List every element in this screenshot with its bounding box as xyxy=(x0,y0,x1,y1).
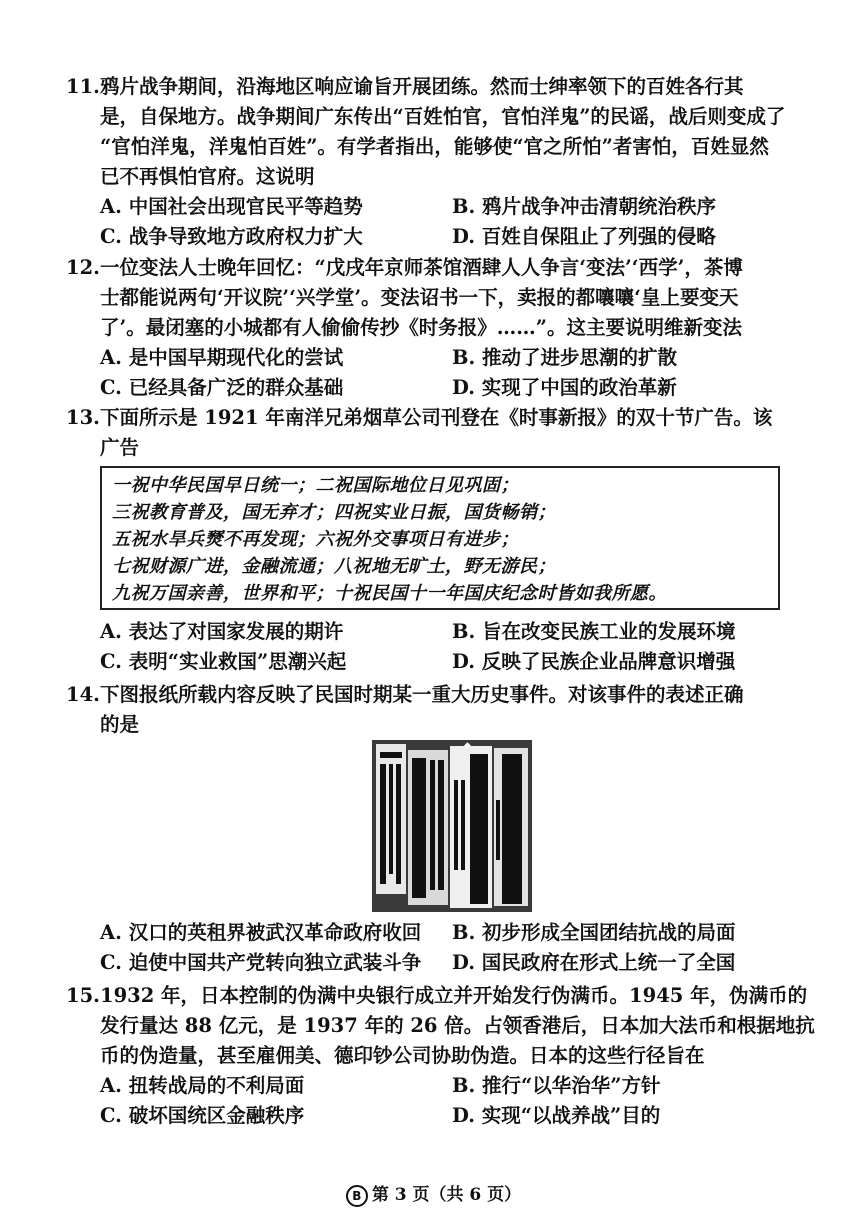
question-stem-line: 币的伪造量，甚至雇佣美、德印钞公司协助伪造。日本的这些行径旨在 xyxy=(100,1044,705,1067)
option-a: A. 汉口的英租界被武汉革命政府收回 xyxy=(100,921,422,944)
question-number: 12. xyxy=(66,256,100,279)
question-number: 15. xyxy=(66,984,100,1007)
ad-line: 九祝万国亲善，世界和平；十祝民国十一年国庆纪念时皆如我所愿。 xyxy=(112,583,667,604)
option-c: C. 已经具备广泛的群众基础 xyxy=(100,376,344,399)
question-stem-line: 的是 xyxy=(100,713,140,736)
option-a: A. 是中国早期现代化的尝试 xyxy=(100,346,344,369)
ad-line: 五祝水旱兵燹不再发现；六祝外交事项日有进步； xyxy=(112,529,519,550)
option-b: B. 初步形成全国团结抗战的局面 xyxy=(452,921,736,944)
question-number: 14. xyxy=(66,683,100,706)
question-number: 13. xyxy=(66,406,100,429)
question-stem-line: 一位变法人士晚年回忆：“戊戌年京师茶馆酒肆人人争言‘变法’‘西学’，茶博 xyxy=(100,256,743,279)
page-footer xyxy=(0,1180,867,1207)
question-stem-line: 下面所示是 1921 年南洋兄弟烟草公司刊登在《时事新报》的双十节广告。该 xyxy=(100,406,773,429)
option-a: A. 中国社会出现官民平等趋势 xyxy=(100,195,363,218)
question-stem-line: 了’。最闭塞的小城都有人偷偷传抄《时务报》……”。这主要说明维新变法 xyxy=(100,316,743,339)
question-stem-line: “官怕洋鬼，洋鬼怕百姓”。有学者指出，能够使“官之所怕”者害怕，百姓显然 xyxy=(100,135,769,158)
option-d: D. 实现了中国的政治革新 xyxy=(452,376,677,399)
svg-text:◆: ◆ xyxy=(464,741,471,751)
option-c: C. 战争导致地方政府权力扩大 xyxy=(100,225,363,248)
option-b: B. 旨在改变民族工业的发展环境 xyxy=(452,620,736,643)
ad-line: 三祝教育普及，国无弃才；四祝实业日振，国货畅销； xyxy=(112,502,556,523)
version-circle-b: B xyxy=(346,1185,368,1207)
option-c: C. 表明“实业救国”思潮兴起 xyxy=(100,650,347,673)
option-d: D. 百姓自保阻止了列强的侵略 xyxy=(452,225,716,248)
option-a: A. 表达了对国家发展的期许 xyxy=(100,620,344,643)
question-14-options xyxy=(100,918,790,978)
option-b: B. 鸦片战争冲击清朝统治秩序 xyxy=(452,195,717,218)
option-d: D. 反映了民族企业品牌意识增强 xyxy=(452,650,736,673)
option-c: C. 迫使中国共产党转向独立武装斗争 xyxy=(100,951,422,974)
question-stem-line: 发行量达 88 亿元，是 1937 年的 26 倍。占领香港后，日本加大法币和根据地抗 xyxy=(100,1014,815,1037)
option-d: D. 实现“以战养战”目的 xyxy=(452,1104,661,1127)
advertisement-box xyxy=(100,466,780,610)
question-14 xyxy=(66,680,790,740)
page-number: 第 3 页（共 6 页） xyxy=(371,1185,522,1205)
option-c: C. 破坏国统区金融秩序 xyxy=(100,1104,305,1127)
question-stem-line: 1932 年，日本控制的伪满中央银行成立并开始发行伪满币。1945 年，伪满币的 xyxy=(100,984,808,1007)
question-stem-line: 已不再惧怕官府。这说明 xyxy=(100,165,315,188)
question-12 xyxy=(66,253,790,403)
question-13 xyxy=(66,403,790,463)
question-stem-line: 鸦片战争期间，沿海地区响应谕旨开展团练。然而士绅率领下的百姓各行其 xyxy=(100,75,744,98)
question-stem-line: 下图报纸所载内容反映了民国时期某一重大历史事件。对该事件的表述正确 xyxy=(100,683,744,706)
question-11 xyxy=(66,72,790,252)
question-15 xyxy=(66,981,815,1131)
question-stem-line: 是，自保地方。战争期间广东传出“百姓怕官，官怕洋鬼”的民谣，战后则变成了 xyxy=(100,105,786,128)
option-b: B. 推动了进步思潮的扩散 xyxy=(452,346,678,369)
question-13-options xyxy=(100,617,790,677)
newspaper-image xyxy=(372,740,532,912)
option-b: B. 推行“以华治华”方针 xyxy=(452,1074,661,1097)
question-stem-line: 广告 xyxy=(100,436,140,459)
question-stem-line: 士都能说两句‘开议院’‘兴学堂’。变法诏书一下，卖报的都嚷嚷‘皇上要变天 xyxy=(100,286,739,309)
ad-line: 一祝中华民国早日统一；二祝国际地位日见巩固； xyxy=(112,475,519,496)
ad-line: 七祝财源广进，金融流通；八祝地无旷土，野无游民； xyxy=(112,556,556,577)
option-a: A. 扭转战局的不利局面 xyxy=(100,1074,305,1097)
question-number: 11. xyxy=(66,75,100,98)
option-d: D. 国民政府在形式上统一了全国 xyxy=(452,951,736,974)
